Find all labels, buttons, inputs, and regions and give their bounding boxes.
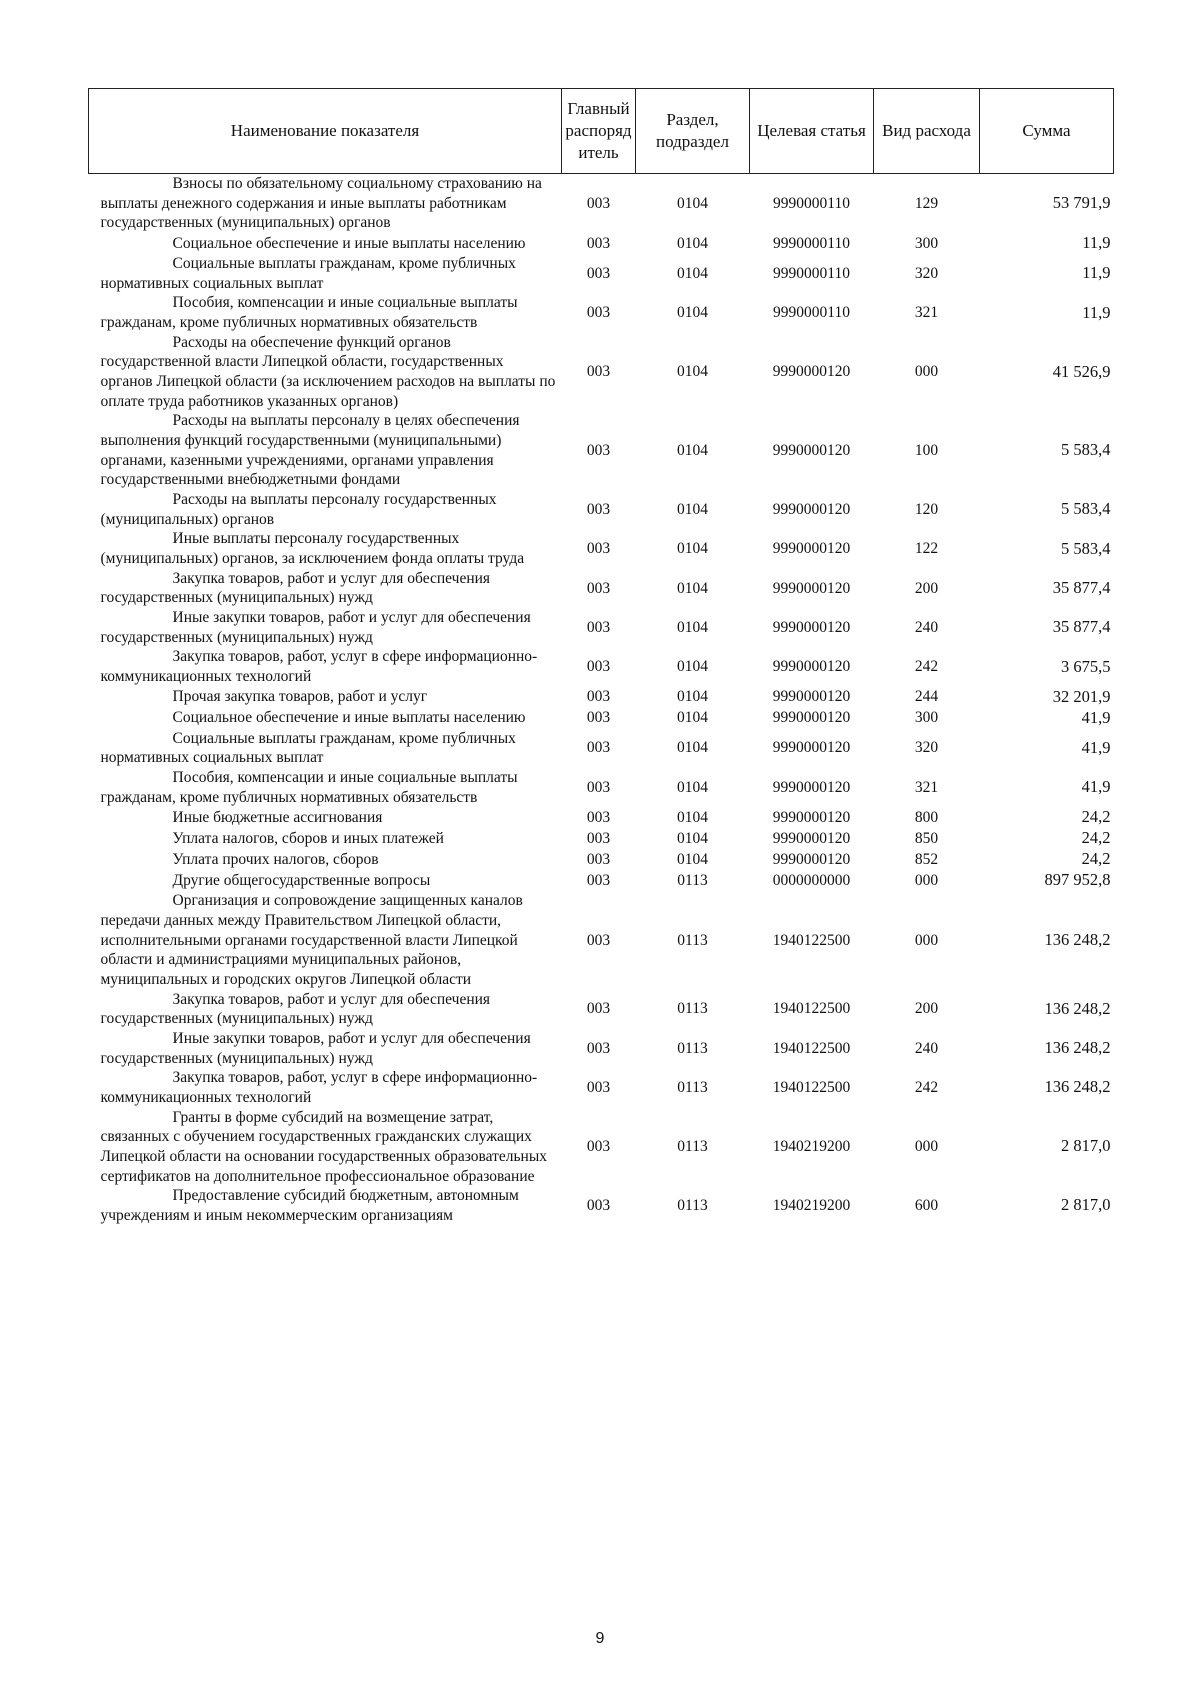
row-sum: 3 675,5: [1061, 656, 1111, 676]
row-target-article: 9990000120: [772, 618, 851, 636]
row-name: Расходы на обеспечение функций органов государственной власти Липецкой области, государственных органов Липецкой области (за исключением расходов на выплаты по оплате труда работников указанных органов): [100, 333, 556, 410]
row-expense-type: 600: [914, 1197, 939, 1215]
row-target-article: 9990000110: [773, 304, 850, 322]
row-sum: 2 817,0: [1061, 1195, 1111, 1215]
table-row: [89, 1029, 1114, 1068]
row-name: Закупка товаров, работ, услуг в сфере информационно-коммуникационных технологий: [100, 648, 538, 686]
table-header: [89, 89, 1114, 174]
row-expense-type: 300: [914, 234, 939, 252]
row-target-article: 9990000110: [773, 194, 850, 212]
row-chief-manager: 003: [586, 739, 611, 757]
row-target-article: 1940122500: [772, 931, 851, 949]
row-sum: 32 201,9: [1052, 686, 1111, 706]
row-target-article: 9990000110: [773, 234, 850, 252]
row-expense-type: 244: [914, 688, 939, 706]
row-sum: 136 248,2: [1044, 929, 1111, 949]
row-chief-manager: 003: [586, 850, 611, 868]
row-section: 0104: [677, 808, 708, 826]
row-name: Предоставление субсидий бюджетным, автономным учреждениям и иным некоммерческим организациям: [100, 1187, 519, 1224]
row-target-article: 0000000000: [772, 871, 851, 889]
row-name: Иные выплаты персоналу государственных (муниципальных) органов, за исключением фонда оплаты труда: [100, 530, 525, 568]
row-section: 0104: [677, 829, 708, 847]
row-expense-type: 000: [914, 871, 939, 889]
row-expense-type: 000: [914, 931, 939, 949]
table-row: [89, 608, 1114, 647]
row-chief-manager: 003: [586, 264, 611, 282]
row-name: Социальные выплаты гражданам, кроме публичных нормативных социальных выплат: [100, 254, 516, 292]
row-chief-manager: 003: [586, 931, 611, 949]
row-name: Уплата налогов, сборов и иных платежей: [172, 829, 444, 847]
row-section: 0104: [677, 778, 708, 796]
row-sum: 11,9: [1082, 233, 1111, 253]
row-chief-manager: 003: [586, 234, 611, 252]
row-chief-manager: 003: [586, 579, 611, 597]
row-target-article: 9990000120: [772, 829, 851, 847]
row-target-article: 9990000120: [772, 540, 851, 558]
row-sum: 136 248,2: [1044, 998, 1111, 1018]
row-chief-manager: 003: [586, 709, 611, 727]
page-number: 9: [595, 1630, 605, 1647]
row-section: 0104: [677, 234, 708, 252]
row-expense-type: 129: [914, 194, 939, 212]
row-name: Пособия, компенсации и иные социальные выплаты гражданам, кроме публичных нормативных обязательств: [100, 769, 518, 806]
row-name: Закупка товаров, работ, услуг в сфере информационно-коммуникационных технологий: [100, 1069, 538, 1106]
header-chief-manager: Главный распоряд итель: [562, 89, 636, 174]
row-chief-manager: 003: [586, 1079, 611, 1097]
table-row: [89, 254, 1114, 293]
row-chief-manager: 003: [586, 658, 611, 676]
row-sum: 5 583,4: [1061, 499, 1111, 519]
table-row: [89, 1108, 1114, 1187]
row-name: Организация и сопровождение защищенных каналов передачи данных между Правительством Липецкой области, исполнительными органами государственной власти Липецкой области и администрациями муниципальных районов, муниципальных и городских округов Липецкой области: [100, 892, 523, 988]
row-chief-manager: 003: [586, 808, 611, 826]
row-expense-type: 100: [914, 441, 939, 459]
row-name: Социальное обеспечение и иные выплаты населению: [172, 709, 526, 727]
row-name: Прочая закупка товаров, работ и услуг: [172, 688, 428, 706]
row-target-article: 9990000120: [772, 739, 851, 757]
row-sum: 136 248,2: [1044, 1038, 1111, 1058]
row-expense-type: 122: [914, 540, 939, 558]
table-row: [89, 807, 1114, 828]
row-target-article: 9990000120: [772, 441, 851, 459]
row-name: Иные закупки товаров, работ и услуг для обеспечения государственных (муниципальных) нужд: [100, 609, 531, 646]
row-chief-manager: 003: [586, 540, 611, 558]
table-row: [89, 490, 1114, 529]
row-section: 0104: [677, 500, 708, 518]
row-expense-type: 240: [914, 618, 939, 636]
row-chief-manager: 003: [586, 500, 611, 518]
row-name: Гранты в форме субсидий на возмещение затрат, связанных с обучением государственных гражданских служащих Липецкой области на основании государственных образовательных сертификатов на дополнительное профессиональное образование: [100, 1108, 548, 1185]
row-expense-type: 800: [914, 808, 939, 826]
row-section: 0113: [677, 871, 708, 889]
row-name: Закупка товаров, работ и услуг для обеспечения государственных (муниципальных) нужд: [100, 569, 491, 607]
row-section: 0104: [677, 264, 708, 282]
row-target-article: 9990000120: [772, 709, 851, 727]
table-row: [89, 529, 1114, 568]
table-row: [89, 569, 1114, 608]
row-name: Закупка товаров, работ и услуг для обеспечения государственных (муниципальных) нужд: [100, 990, 491, 1028]
row-sum: 35 877,4: [1052, 577, 1111, 597]
table-row: [89, 1186, 1114, 1225]
row-target-article: 9990000120: [772, 778, 851, 796]
row-section: 0104: [677, 618, 708, 636]
row-section: 0104: [677, 304, 708, 322]
row-expense-type: 000: [914, 1138, 939, 1156]
row-sum: 2 817,0: [1061, 1136, 1111, 1156]
row-sum: 897 952,8: [1044, 870, 1111, 890]
row-section: 0113: [677, 1079, 708, 1097]
row-section: 0113: [677, 1138, 708, 1156]
row-chief-manager: 003: [586, 1138, 611, 1156]
table-body: [89, 174, 1114, 1226]
row-section: 0104: [677, 579, 708, 597]
row-expense-type: 320: [914, 264, 939, 282]
row-name: Иные бюджетные ассигнования: [172, 808, 383, 826]
row-chief-manager: 003: [586, 688, 611, 706]
row-expense-type: 242: [914, 658, 939, 676]
table-row: [89, 233, 1114, 254]
table-row: [89, 708, 1114, 729]
row-sum: 41,9: [1081, 737, 1111, 757]
row-expense-type: 200: [914, 1000, 939, 1018]
row-sum: 24,2: [1081, 807, 1111, 827]
row-chief-manager: 003: [586, 1197, 611, 1215]
row-target-article: 1940219200: [772, 1138, 851, 1156]
row-target-article: 9990000120: [772, 363, 851, 381]
row-chief-manager: 003: [586, 618, 611, 636]
table-row: [89, 293, 1114, 332]
row-sum: 136 248,2: [1044, 1077, 1111, 1097]
table-row: [89, 687, 1114, 708]
table-row: [89, 891, 1114, 989]
table-row: [89, 849, 1114, 870]
table-row: [89, 647, 1114, 686]
row-section: 0104: [677, 194, 708, 212]
row-expense-type: 852: [914, 850, 939, 868]
row-expense-type: 850: [914, 829, 939, 847]
row-section: 0113: [677, 1039, 708, 1057]
row-section: 0104: [677, 658, 708, 676]
row-section: 0113: [677, 1197, 708, 1215]
header-name: Наименование показателя: [89, 89, 562, 174]
row-expense-type: 321: [914, 778, 939, 796]
row-chief-manager: 003: [586, 363, 611, 381]
row-section: 0104: [677, 363, 708, 381]
row-section: 0104: [677, 850, 708, 868]
row-chief-manager: 003: [586, 1000, 611, 1018]
row-target-article: 1940122500: [772, 1079, 851, 1097]
row-name: Расходы на выплаты персоналу в целях обеспечения выполнения функций государственными (муниципальными) органами, казенными учреждениями, органами управления государственными внебюджетными фондами: [100, 412, 520, 489]
row-chief-manager: 003: [586, 1039, 611, 1057]
row-section: 0104: [677, 739, 708, 757]
table-row: [89, 411, 1114, 490]
table-row: [89, 729, 1114, 768]
row-section: 0113: [677, 931, 708, 949]
row-section: 0104: [677, 688, 708, 706]
row-expense-type: 240: [914, 1039, 939, 1057]
row-target-article: 9990000120: [772, 808, 851, 826]
row-chief-manager: 003: [586, 829, 611, 847]
row-sum: 53 791,9: [1052, 193, 1111, 213]
row-target-article: 9990000120: [772, 658, 851, 676]
row-section: 0113: [677, 1000, 708, 1018]
row-section: 0104: [677, 540, 708, 558]
table-row: [89, 333, 1114, 412]
header-section: Раздел, подраздел: [636, 89, 750, 174]
row-expense-type: 200: [914, 579, 939, 597]
table-row: [89, 174, 1114, 234]
row-sum: 24,2: [1081, 828, 1111, 848]
row-target-article: 9990000120: [772, 850, 851, 868]
row-chief-manager: 003: [586, 871, 611, 889]
table-row: [89, 828, 1114, 849]
row-sum: 5 583,4: [1061, 538, 1111, 558]
row-sum: 41,9: [1081, 707, 1111, 727]
row-name: Расходы на выплаты персоналу государственных (муниципальных) органов: [100, 491, 497, 528]
table-row: [89, 990, 1114, 1029]
header-target-article: Целевая статья: [750, 89, 874, 174]
row-chief-manager: 003: [586, 194, 611, 212]
row-section: 0104: [677, 709, 708, 727]
row-expense-type: 120: [914, 500, 939, 518]
row-target-article: 1940219200: [772, 1197, 851, 1215]
row-chief-manager: 003: [586, 778, 611, 796]
row-chief-manager: 003: [586, 304, 611, 322]
table-row: [89, 870, 1114, 891]
header-sum: Сумма: [980, 89, 1114, 174]
row-expense-type: 300: [914, 709, 939, 727]
budget-table: [88, 88, 1114, 1226]
row-expense-type: 242: [914, 1079, 939, 1097]
row-name: Социальное обеспечение и иные выплаты населению: [172, 234, 526, 252]
row-name: Взносы по обязательному социальному страхованию на выплаты денежного содержания и иные выплаты работникам государственных (муниципальных) органов: [100, 175, 542, 232]
row-sum: 24,2: [1081, 849, 1111, 869]
row-chief-manager: 003: [586, 441, 611, 459]
row-sum: 11,9: [1082, 263, 1111, 283]
table-row: [89, 768, 1114, 807]
row-expense-type: 320: [914, 739, 939, 757]
header-expense-type: Вид расхода: [874, 89, 980, 174]
row-name: Пособия, компенсации и иные социальные выплаты гражданам, кроме публичных нормативных обязательств: [100, 294, 518, 331]
row-expense-type: 000: [914, 363, 939, 381]
row-target-article: 1940122500: [772, 1000, 851, 1018]
row-sum: 35 877,4: [1052, 617, 1111, 637]
row-sum: 5 583,4: [1061, 440, 1111, 460]
row-sum: 11,9: [1082, 302, 1111, 322]
row-name: Социальные выплаты гражданам, кроме публичных нормативных социальных выплат: [100, 729, 516, 767]
row-target-article: 9990000120: [772, 579, 851, 597]
row-name: Другие общегосударственные вопросы: [172, 871, 431, 889]
row-sum: 41,9: [1081, 777, 1111, 797]
row-sum: 41 526,9: [1052, 361, 1111, 381]
row-target-article: 9990000120: [772, 688, 851, 706]
row-target-article: 9990000110: [773, 264, 850, 282]
row-name: Иные закупки товаров, работ и услуг для обеспечения государственных (муниципальных) нужд: [100, 1029, 531, 1067]
row-name: Уплата прочих налогов, сборов: [172, 850, 379, 868]
table-row: [89, 1068, 1114, 1107]
row-target-article: 9990000120: [772, 500, 851, 518]
row-target-article: 1940122500: [772, 1039, 851, 1057]
row-section: 0104: [677, 441, 708, 459]
row-expense-type: 321: [914, 304, 939, 322]
